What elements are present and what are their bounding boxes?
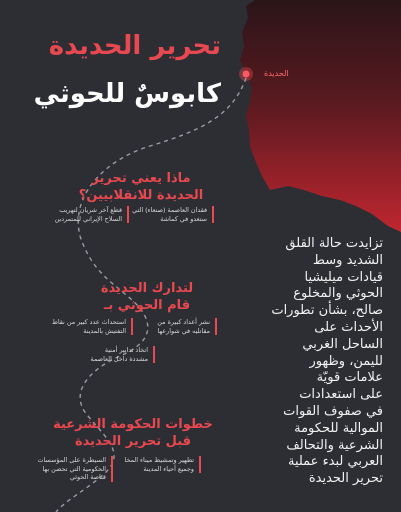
section-1-note-1: فقدان العاصمة (صنعاء) التي ستغدو في كماشة	[131, 206, 214, 223]
intro-line: الشرعية والتحالف	[286, 437, 383, 453]
yemen-map-shape	[240, 0, 401, 232]
intro-paragraph	[263, 236, 383, 488]
intro-line: الحوثي والمخلوع	[293, 286, 383, 302]
section-1-heading	[66, 170, 216, 204]
intro-line: علامات قويّة	[316, 370, 383, 386]
intro-line: قيادات ميليشيا	[304, 269, 383, 285]
intro-line: لليمن، وظهور	[309, 353, 383, 369]
main-title-line2: كابوسٌ للحوثي	[33, 79, 221, 109]
section-3-heading-line2: قبل تحرير الحديدة	[74, 434, 192, 449]
section-1-note-2: قطع آخر شريان لتهريب السلاح الإيراني للمتمردين	[40, 206, 129, 223]
hodeidah-map-label: الحديدة	[264, 69, 289, 78]
intro-line: الموالية للحكومة	[294, 420, 383, 436]
intro-line: الساحل الغربي	[302, 336, 383, 352]
section-2-heading-line2: قام الحوثي بـ	[103, 298, 191, 313]
intro-line: الأحداث على	[314, 319, 383, 335]
section-2-heading-line1: لتدارك الحديدة	[100, 281, 194, 296]
section-3-heading	[46, 416, 220, 450]
section-2-note-2: استحداث عدد كبير من نقاط التفتيش بالمدينة	[50, 318, 133, 335]
intro-line: في صفوف القوات	[283, 403, 383, 419]
intro-line: العربي لبدء عملية	[287, 454, 383, 470]
main-title-line1: تحرير الحديدة	[48, 31, 221, 61]
section-3-heading-line1: خطوات الحكومة الشرعية	[53, 417, 213, 432]
section-1-heading-line2: الحديدة للانقلابيين؟	[78, 188, 204, 203]
section-2-note-3: اتخاذ تدابير أمنية مشددة داخل العاصمة	[86, 346, 155, 363]
intro-line: تحرير الحديدة	[308, 471, 383, 487]
hodeidah-marker	[243, 71, 250, 78]
section-3-note-1: تطهير وتمشيط ميناء المخا وجميع أحياء المدينة	[114, 456, 201, 473]
intro-line: على استعدادات	[299, 387, 383, 403]
intro-line: تزايدت حالة القلق	[285, 236, 383, 251]
intro-line: صالح، بشأن تطورات	[271, 303, 383, 319]
intro-line: الشديد وسط	[312, 252, 383, 268]
section-1-heading-line1: ماذا يعني تحرير	[91, 171, 191, 186]
section-2-note-1: نشر أعداد كبيرة من مقاتليه في شوارعها	[140, 318, 217, 335]
section-2-heading	[88, 280, 206, 314]
section-3-note-2: السيطرة على المؤسسات الحكومية التي تحصن بها قناصة الحوثي	[26, 456, 113, 482]
